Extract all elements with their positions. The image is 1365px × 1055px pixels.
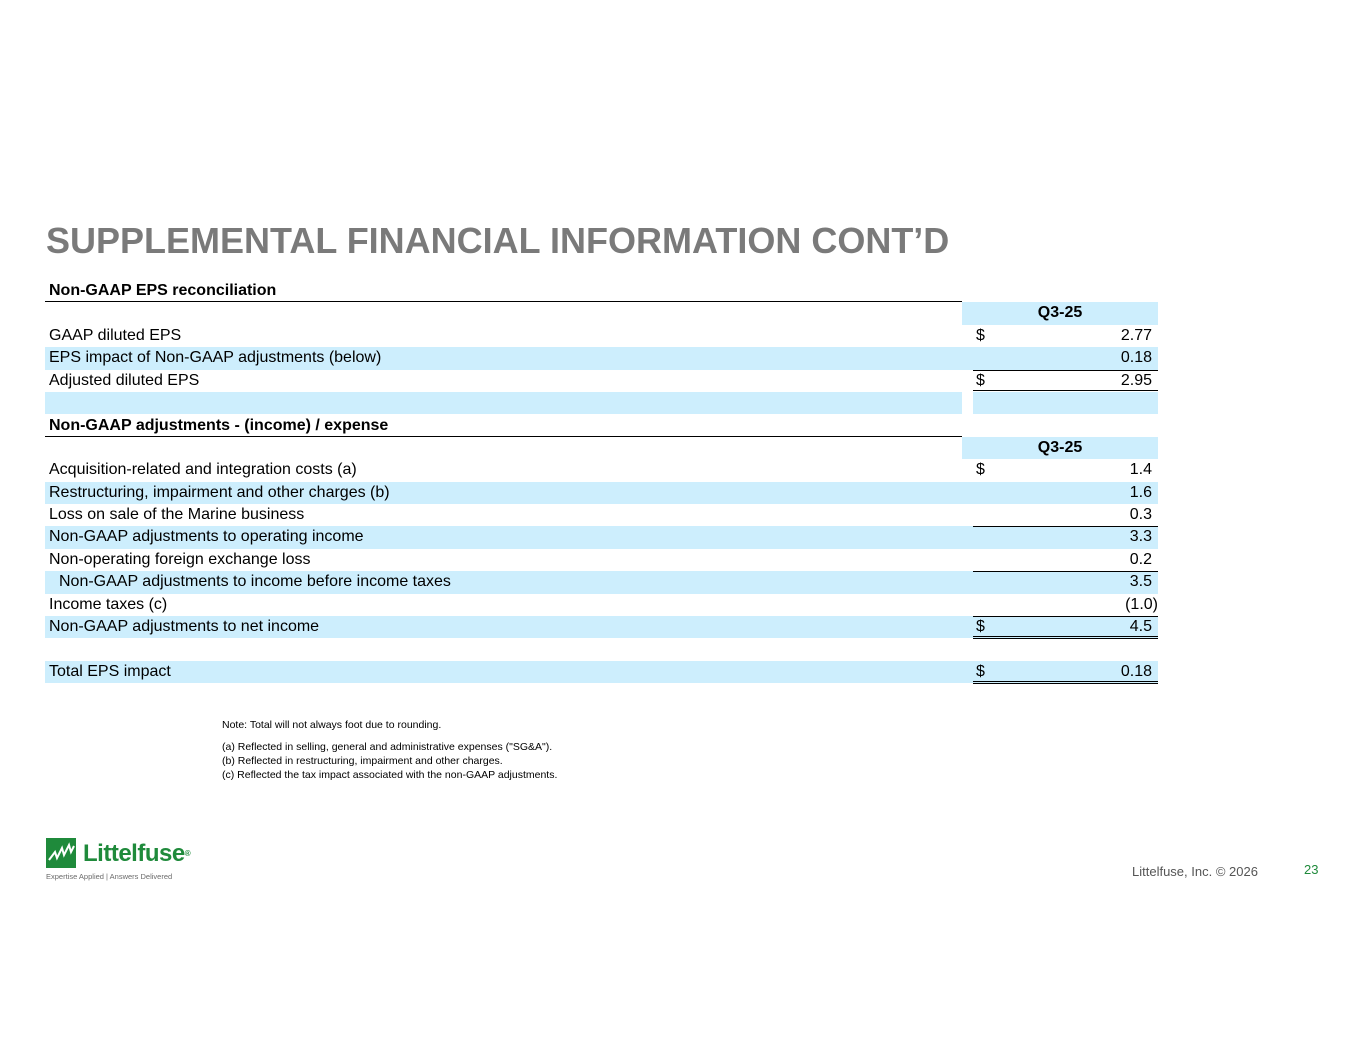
- row-label: Non-operating foreign exchange loss: [49, 550, 311, 568]
- currency-symbol: $: [976, 618, 985, 636]
- column-header-row: [45, 437, 1158, 459]
- header-spacer: [45, 437, 962, 459]
- row-label: EPS impact of Non-GAAP adjustments (below): [49, 349, 382, 367]
- row-label: Total EPS impact: [49, 662, 171, 680]
- table-row: [45, 325, 1158, 347]
- littelfuse-logo-icon: [46, 838, 76, 868]
- footer-copyright: Littelfuse, Inc. © 2026: [1132, 864, 1258, 879]
- section-heading-row: [45, 415, 1158, 437]
- total-row: [45, 661, 1158, 683]
- logo-wordmark: Littelfuse®: [83, 840, 191, 867]
- table-row: [45, 526, 1158, 548]
- row-value: 2.77: [1120, 326, 1152, 344]
- row-value: 0.2: [1129, 550, 1152, 568]
- rounding-note: Note: Total will not always foot due to rounding.: [222, 719, 442, 731]
- row-value: 3.3: [1129, 528, 1152, 546]
- eps-reconciliation-table: [45, 280, 1158, 414]
- spacer-row: [45, 638, 1158, 660]
- spacer-row: [45, 392, 1158, 414]
- currency-symbol: $: [976, 326, 985, 344]
- row-label: Loss on sale of the Marine business: [49, 506, 305, 524]
- row-label: GAAP diluted EPS: [49, 326, 182, 344]
- spacer-gap: [962, 392, 973, 414]
- row-label: Non-GAAP adjustments to net income: [49, 618, 320, 636]
- row-value: 2.95: [1120, 371, 1152, 389]
- footnote-c: (c) Reflected the tax impact associated with the non-GAAP adjustments.: [222, 769, 558, 781]
- row-value: 4.5: [1129, 618, 1152, 636]
- table-row: [45, 459, 1158, 481]
- table-row: [45, 571, 1158, 593]
- row-label: Non-GAAP adjustments to income before income taxes: [59, 573, 451, 591]
- table-row: [45, 370, 1158, 392]
- row-value: 1.6: [1129, 483, 1152, 501]
- logo-tagline: Expertise Applied | Answers Delivered: [46, 872, 173, 881]
- footnotes: [222, 718, 557, 782]
- section-heading: Non-GAAP EPS reconciliation: [49, 282, 277, 299]
- column-header-row: [45, 302, 1158, 324]
- header-spacer: [45, 302, 962, 324]
- row-label: Restructuring, impairment and other charges (b): [49, 483, 390, 501]
- footnote-a: (a) Reflected in selling, general and administrative expenses ("SG&A").: [222, 741, 553, 753]
- currency-symbol: $: [976, 461, 985, 479]
- page-title: SUPPLEMENTAL FINANCIAL INFORMATION CONT’D: [46, 220, 950, 261]
- column-header: Q3-25: [1037, 438, 1083, 456]
- row-label: Income taxes (c): [49, 595, 168, 613]
- footnote-b: (b) Reflected in restructuring, impairment and other charges.: [222, 755, 503, 767]
- table-row: [45, 594, 1158, 616]
- row-value: 0.18: [1120, 662, 1152, 680]
- row-label: Adjusted diluted EPS: [49, 371, 200, 389]
- currency-symbol: $: [976, 662, 985, 680]
- row-value: 0.3: [1129, 506, 1152, 524]
- non-gaap-adjustments-table: [45, 415, 1158, 684]
- table-row: [45, 616, 1158, 638]
- section-heading-row: [45, 280, 1158, 302]
- table-row: [45, 347, 1158, 369]
- column-header: Q3-25: [1037, 304, 1083, 322]
- page-number: 23: [1304, 862, 1319, 877]
- row-label: Non-GAAP adjustments to operating income: [49, 528, 364, 546]
- row-value: 1.4: [1129, 461, 1152, 479]
- currency-symbol: $: [976, 371, 985, 389]
- littelfuse-logo: [46, 838, 196, 886]
- row-label: Acquisition-related and integration costs (a): [49, 461, 357, 479]
- section-heading: Non-GAAP adjustments - (income) / expense: [49, 416, 389, 434]
- table-row: [45, 549, 1158, 571]
- row-value: 0.18: [1120, 349, 1152, 367]
- table-row: [45, 504, 1158, 526]
- table-row: [45, 482, 1158, 504]
- row-value: 3.5: [1129, 573, 1152, 591]
- row-value: (1.0): [1125, 595, 1158, 613]
